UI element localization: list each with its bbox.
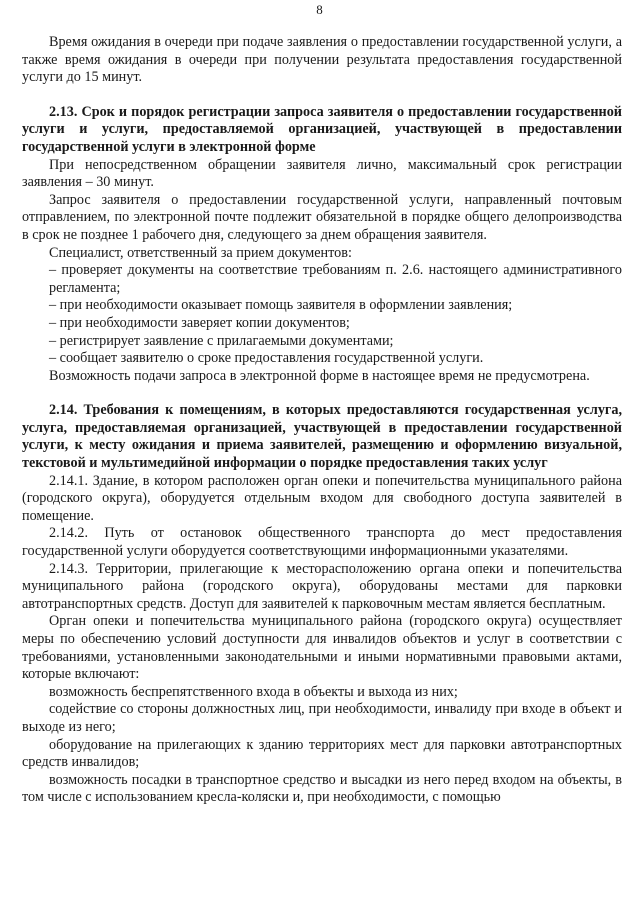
paragraph-assistance: содействие со стороны должностных лиц, при необходимости, инвалиду при входе в объект и выходе из него; bbox=[22, 701, 622, 735]
paragraph-electronic-form: Возможность подачи запроса в электронной форме в настоящее время не предусмотрена. bbox=[49, 367, 590, 384]
document-page bbox=[22, 34, 622, 807]
section-heading-2-14: 2.14. Требования к помещениям, в которых предоставляются государственная услуга, услуга, предоставляемая организацией, участвующей в предоставлении государственной услуги, к месту ожидания и приема заявителей, размещению и оформлению визуальной, текстовой и мультимедийной информации о порядке предоставления таких услуг bbox=[22, 402, 622, 472]
paragraph-entry-exit: возможность беспрепятственного входа в объекты и выхода из них; bbox=[49, 683, 458, 700]
paragraph-accessibility: Орган опеки и попечительства муниципального района (городского округа) осуществляет меры по обеспечению условий доступности для инвалидов объектов и услуг в соответствии с требованиями, установленными законодательными и иными нормативными правовыми актами, которые включают: bbox=[22, 613, 622, 683]
paragraph-mail-request: Запрос заявителя о предоставлении государственной услуги, направленный почтовым отправлением, по электронной почте подлежит обязательной в порядке общего делопроизводства в срок не позднее 1 рабочего дня, следующего за днем обращения заявителя. bbox=[22, 191, 622, 243]
paragraph-registration-time: При непосредственном обращении заявителя лично, максимальный срок регистрации заявления – 30 минут. bbox=[22, 156, 622, 191]
paragraph-2-14-2: 2.14.2. Путь от остановок общественного транспорта до мест предоставления государственной услуги оборудуется соответствующими информационными указателями. bbox=[22, 525, 622, 560]
list-item-register: – регистрирует заявление с прилагаемыми документами; bbox=[49, 332, 394, 349]
paragraph-specialist: Специалист, ответственный за прием документов: bbox=[49, 244, 352, 261]
paragraph-2-14-1: 2.14.1. Здание, в котором расположен орган опеки и попечительства муниципального района (городского округа), оборудуется отдельным входом для свободного доступа заявителей в помещение. bbox=[22, 472, 622, 524]
list-item-inform-term: – сообщает заявителю о сроке предоставления государственной услуги. bbox=[49, 350, 484, 367]
page-number: 8 bbox=[316, 2, 323, 17]
paragraph-parking: оборудование на прилегающих к зданию территориях мест для парковки автотранспортных средств инвалидов; bbox=[22, 736, 622, 771]
paragraph-boarding: возможность посадки в транспортное средство и высадки из него перед входом на объекты, в том числе с использованием кресла-коляски и, при необходимости, с помощью bbox=[22, 771, 622, 806]
page-number-container bbox=[0, 2, 639, 22]
paragraph-2-14-3: 2.14.3. Территории, прилегающие к месторасположению органа опеки и попечительства муниципального района (городского округа), оборудованы местами для парковки автотранспортных средств. Доступ для заявителей к парковочным местам является бесплатным. bbox=[22, 560, 622, 612]
paragraph-waiting-time: Время ожидания в очереди при подаче заявления о предоставлении государственной услуги, а также время ожидания в очереди при получении результата предоставления государственной услуги до 15 минут. bbox=[22, 34, 622, 86]
list-item-certify-copies: – при необходимости заверяет копии документов; bbox=[49, 314, 350, 331]
list-item-check-documents: – проверяет документы на соответствие требованиям п. 2.6. настоящего административного регламента; bbox=[49, 262, 622, 296]
section-heading-2-13: 2.13. Срок и порядок регистрации запроса заявителя о предоставлении государственной услуги и услуги, предоставляемой организацией, участвующей в предоставлении государственной услуги в электронной форме bbox=[22, 103, 622, 155]
list-item-help-filling: – при необходимости оказывает помощь заявителя в оформлении заявления; bbox=[49, 297, 513, 314]
